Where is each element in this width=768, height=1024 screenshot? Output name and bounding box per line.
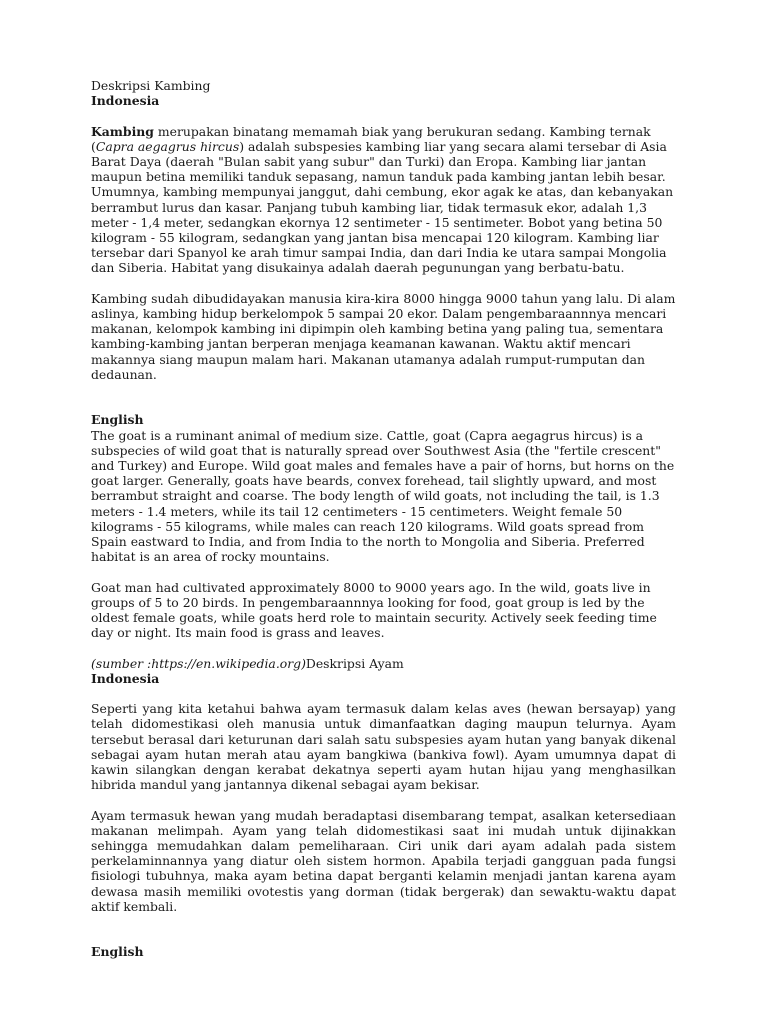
kambing-bold-term: Kambing [91,123,154,139]
ayam-english-heading: English [91,944,144,960]
kambing-indonesia-heading: Indonesia [91,93,160,109]
ayam-title: Deskripsi Ayam [305,655,404,671]
spacer [91,564,676,579]
source-citation: (sumber :https://en.wikipedia.org) [91,655,306,671]
document-page [91,78,676,960]
spacer [91,914,676,944]
spacer [91,276,676,291]
kambing-indonesia-paragraph-2: Kambing sudah dibudidayakan manusia kira-kira 8000 hingga 9000 tahun yang lalu. Di alam aslinya, kambing hidup berkelompok 5 sampai 20 ekor. Dalam pengembaraannnya mencari makanan, kelompok kambing ini dipimpin oleh kambing betina yang paling tua, sementara kambing-kambing jantan berperan menjaga keamanan kawanan. Waktu aktif mencari makannya siang maupun malam hari. Makanan utamanya adalah rumput-rumputan dan dedaunan. [91,290,676,382]
kambing-english-paragraph-2: Goat man had cultivated approximately 8000 to 9000 years ago. In the wild, goats live in groups of 5 to 20 birds. In pengembaraannnya looking for food, goat group is led by the oldest female goats, while goats herd role to maintain security. Actively seek feeding time day or night. Its main food is grass and leaves. [91,579,657,641]
kambing-p1-text-a: merupakan binatang memamah biak yang berukuran sedang. Kambing ternak ( [91,123,651,154]
spacer [91,792,676,807]
ayam-indonesia-heading: Indonesia [91,670,160,686]
kambing-english-heading: English [91,412,144,428]
kambing-english-paragraph-1: The goat is a ruminant animal of medium size. Cattle, goat (Capra aegagrus hircus) is a subspecies of wild goat that is naturally spread over Southwest Asia (the "fertile crescent" and Turkey) and Europe. Wild goat males and females have a pair of horns, but horns on the goat larger. Generally, goats have beards, convex forehead, tail slightly upward, and most berrambut straight and coarse. The body length of wild goats, not including the tail, is 1.3 meters - 1.4 meters, while its tail 12 centimeters - 15 centimeters. Weight female 50 kilograms - 55 kilograms, while males can reach 120 kilograms. Wild goats spread from Spain eastward to India, and from India to the north to Mongolia and Siberia. Preferred habitat is an area of rocky mountains. [91,427,675,565]
ayam-indonesia-paragraph-2: Ayam termasuk hewan yang mudah beradaptasi disembarang tempat, asalkan ketersediaan makanan melimpah. Ayam yang telah didomestikasi saat ini mudah untuk dijinakkan sehingga memudahkan dalam pemeliharaan. Ciri unik dari ayam adalah pada sistem perkelaminnannya yang diatur oleh sistem hormon. Apabila terjadi gangguan pada fungsi fisiologi tubuhnya, maka ayam betina dapat berganti kelamin menjadi jantan karena ayam dewasa masih memiliki ovotestis yang dorman (tidak bergerak) dan sewaktu-waktu dapat aktif kembali. [91,807,676,914]
spacer [91,640,676,655]
kambing-p1-text-b: ) adalah subspesies kambing liar yang secara alami tersebar di Asia Barat Daya (daerah "Bulan sabit yang subur" dan Turki) dan Eropa. Kambing liar jantan maupun betina memiliki tanduk sepasang, namun tanduk pada kambing jantan lebih besar. Umumnya, kambing mempunyai janggut, dahi cembung, ekor agak ke atas, dan kebanyakan berrambut lurus dan kasar. Panjang tubuh kambing liar, tidak termasuk ekor, adalah 1,3 meter - 1,4 meter, sedangkan ekornya 12 sentimeter - 15 sentimeter. Bobot yang betina 50 kilogram - 55 kilogram, sedangkan yang jantan bisa mencapai 120 kilogram. Kambing liar tersebar dari Spanyol ke arah timur sampai India, dan dari India ke utara sampai Mongolia dan Siberia. Habitat yang disukainya adalah daerah pegunungan yang berbatu-batu. [91,138,674,276]
kambing-title: Deskripsi Kambing [91,78,211,93]
spacer [91,108,676,123]
spacer [91,382,676,412]
kambing-indonesia-paragraph-1 [91,124,676,276]
spacer [91,686,676,701]
ayam-source-and-title-line [91,656,676,671]
kambing-scientific-name: Capra aegagrus hircus [95,138,240,154]
ayam-indonesia-paragraph-1: Seperti yang kita ketahui bahwa ayam termasuk dalam kelas aves (hewan bersayap) yang telah didomestikasi oleh manusia untuk dimanfaatkan daging maupun telurnya. Ayam tersebut berasal dari keturunan dari salah satu subspesies ayam hutan yang banyak dikenal sebagai ayam hutan merah atau ayam bangkiwa (bankiva fowl). Ayam umumnya dapat di kawin silangkan dengan kerabat dekatnya seperti ayam hutan hijau yang menghasilkan hibrida mandul yang jantannya dikenal sebagai ayam bekisar. [91,701,676,793]
